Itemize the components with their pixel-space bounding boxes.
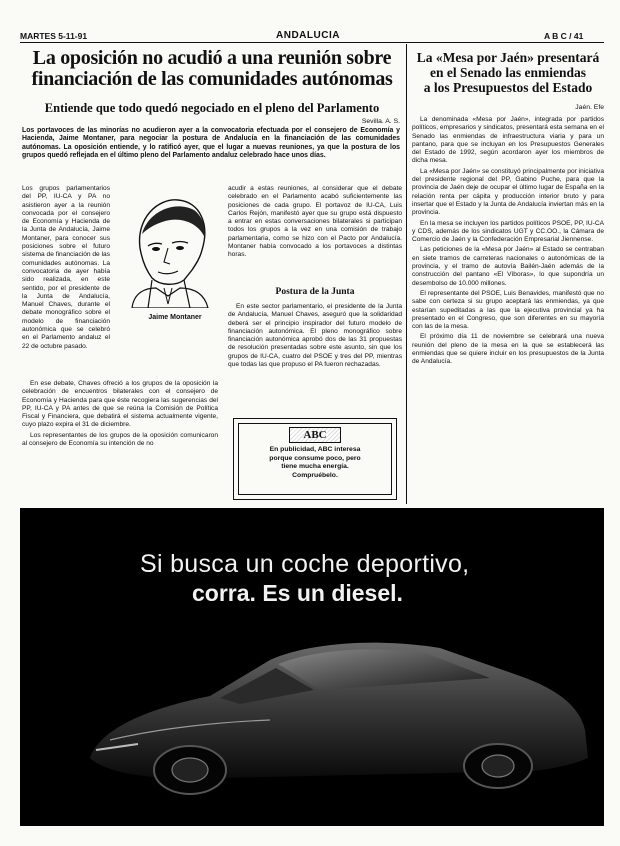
col1-body (22, 380, 218, 450)
col2-paragraph: acudir a estas reuniones, al considerar que el debate celebrado en el Parlamento acabó suficientemente las posiciones de cada grupo. El portavoz de IU-CA, Luis Carlos Rejón, manifestó ayer que su grupo está dispuesto a entrar en estas conversaciones bilaterales si participan todos los grupos a la vez en una comisión de trabajo parlamentaria, como se hizo con el Pacto por Andalucía. Montaner había convocado a los portavoces a distintas horas. (228, 185, 402, 259)
section-title: ANDALUCIA (276, 30, 340, 41)
car-silhouette (20, 508, 604, 826)
col1-paragraph: En ese debate, Chaves ofreció a los grupos de la oposición la celebración de encuentros bilaterales con el consejero de Economía y Hacienda para que éste recogiera las sugerencias del PP, IU-CA y PA antes de que se reúna la Comisión de Política Fiscal y Financiera, que debatirá el sistema actualmente vigente, cuyo plazo expira el 31 de diciembre. (22, 380, 218, 429)
main-lead: Los portavoces de las minorías no acudieron ayer a la convocatoria efectuada por el consejero de Economía y Hacienda, Jaime Montaner, para negociar la postura de Andalucía en la financiación de las comunidades autónomas. La oposición entiende, y lo ratificó ayer, que el lugar a nuevas reuniones, ya que la postura de los grupos quedó reflejada en el último pleno del Parlamento andaluz celebrado hace unos días. (22, 127, 400, 160)
side-body (412, 116, 604, 369)
side-paragraph: El próximo día 11 de noviembre se celebrará una nueva reunión del pleno de la mesa en la que se establecerá las enmiendas que se quiere incluir en los presupuestos de la Junta de Andalucía. (412, 333, 604, 366)
side-paragraph: Las peticiones de la «Mesa por Jaén» al Estado se centraban en siete tramos de carreteras nacionales o autonómicas de la provincia, y el tramo de autovía Bailén-Jaén además de la construcción del pantano «El Víboras», lo que supondría un desembolso de 10.000 millones. (412, 246, 604, 287)
main-headline-line1: La oposición no acudió a una reunión sobre (32, 47, 392, 69)
promo-line: En publicidad, ABC interesa (269, 446, 361, 453)
side-headline (410, 50, 606, 95)
side-paragraph: La «Mesa por Jaén» se constituyó principalmente por iniciativa del presidente regional del PP, Gabino Puche, para que la provincia de Jaén deje de ocupar el último lugar de España en la relación renta per cápita y producción interior bruto y para insertar que el Estado y la Junta de Andalucía inviertan más en la provincia. (412, 167, 604, 217)
issue-date: MARTES 5-11-91 (20, 31, 88, 41)
promo-line: Compruébelo. (292, 471, 338, 479)
ad-headline-line1: Si busca un coche deportivo, (140, 550, 470, 578)
col1-intro (22, 185, 110, 353)
promo-line: tiene mucha energía. (281, 463, 349, 470)
col2-minihead: Postura de la Junta (275, 287, 355, 297)
promo-text (241, 446, 389, 480)
abc-logo-text: ABC (303, 429, 327, 441)
main-subhead: Entiende que todo quedó negociado en el pleno del Parlamento (44, 101, 380, 115)
side-paragraph: En la mesa se incluyen los partidos políticos PSOE, PP, IU-CA y CDS, además de los sindicatos UGT y CC.OO., la Cámara de Comercio de Jaén y la Confederación Empresarial Jiennense. (412, 219, 604, 244)
side-headline-line3: a los Presupuestos del Estado (423, 80, 593, 95)
main-headline (22, 48, 402, 90)
col2-body-bottom (228, 303, 402, 371)
header-rule (20, 42, 604, 43)
main-byline: Sevilla. A. S. (361, 118, 400, 125)
main-headline-line2: financiación de las comunidades autónomas (31, 68, 393, 90)
portrait-drawing (118, 188, 216, 308)
promo-inner-frame (238, 423, 392, 495)
col2-paragraph: En este sector parlamentario, el presidente de la Junta de Andalucía, Manuel Chaves, aseguró que la solidaridad deberá ser el principio inspirador del futuro modelo de financiación autonómica. El pleno monográfico sobre financiación autonómica aprobó dos de las 31 propuestas de resolución presentadas sobre este asunto, sin que los grupos de IU-CA, cuatro del PSOE y tres del PP, mientras que todas las que propuso el PA fueron rechazadas. (228, 303, 402, 369)
side-paragraph: El representante del PSOE, Luis Benavides, manifestó que no sabe con certeza si su grupo aceptará las enmiendas, ya que estarían supeditadas a las que la ejecutiva provincial ya ha presentado en el Congreso, que son diferentes en su mayoría con las de la mesa. (412, 289, 604, 331)
promo-line: porque consume poco, pero (269, 454, 361, 462)
col1-paragraph: Los representantes de los grupos de la oposición comunicaron al consejero de Economía su intención de no (22, 431, 218, 448)
portrait-photo (118, 188, 216, 308)
side-paragraph: La denominada «Mesa por Jaén», integrada por partidos políticos, empresarios y sindicatos, presentará esta semana en el Senado las enmiendas de infraestructura viaria y para un pantano, para que se incluyan en los Presupuestos Generales del Estado de 1992, según acordaron ayer los miembros de dicha mesa. (412, 116, 604, 165)
side-headline-line2: en el Senado las enmiendas (429, 65, 587, 80)
col1-intro-text: Los grupos parlamentarios del PP, IU-CA y PA no asistieron ayer a la reunión convocada por el consejero de Economía y Hacienda de la Junta de Andalucía, Jaime Montaner, para conocer sus posiciones sobre el futuro sistema de financiación de las comunidades autónomas. La convocatoria de ayer había sido realizada, en este sentido, por el presidente de la Junta de Andalucía, Manuel Chaves, durante el debate monográfico sobre el modelo de financiación autonómica que se celebró en el Parlamento andaluz el 22 de octubre pasado. (22, 185, 110, 350)
page-number: A B C / 41 (544, 31, 584, 41)
side-byline: Jaén. Efe (575, 104, 604, 111)
ad-headline-line2: corra. Es un diesel. (192, 580, 403, 606)
car-advertisement (20, 508, 604, 826)
side-headline-line1: La «Mesa por Jaén» presentará (416, 50, 600, 65)
photo-caption: Jaime Montaner (148, 314, 202, 321)
column-divider (406, 44, 407, 504)
col2-body-top (228, 185, 402, 262)
abc-promo-box (233, 418, 397, 500)
abc-logo (289, 427, 341, 443)
